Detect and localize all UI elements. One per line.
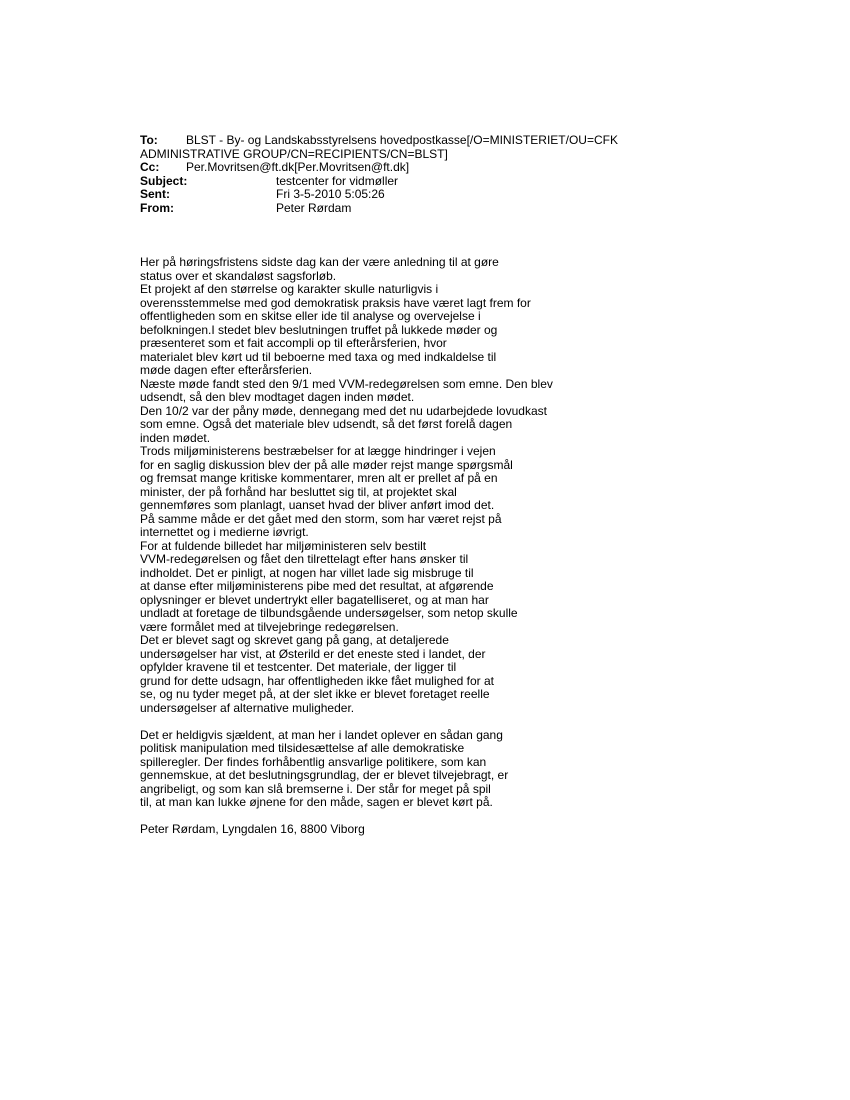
text-line: minister, der på forhånd har besluttet sig til, at projektet skal	[140, 484, 457, 499]
text-line: materialet blev kørt ud til beboerne med taxa og med indkaldelse til	[140, 349, 497, 364]
text-line: VVM-redegørelsen og fået den tilrettelagt efter hans ønsker til	[140, 552, 469, 566]
text-line: For at fuldende billedet har miljøministeren selv bestilt	[140, 538, 427, 553]
text-line: undersøgelser af alternative muligheder.	[140, 700, 355, 715]
sent-row	[140, 188, 760, 202]
text-line: gennemføres som planlagt, uanset hvad der bliver anført imod det.	[140, 498, 495, 512]
text-line: se, og nu tyder meget på, at der slet ikke er blevet foretaget reelle	[140, 687, 490, 701]
cc-row	[140, 161, 760, 175]
to-label: To:	[140, 133, 158, 147]
text-line: politisk manipulation med tilsidesættelse af alle demokratiske	[140, 741, 465, 755]
to-value-continued: ADMINISTRATIVE GROUP/CN=RECIPIENTS/CN=BLST]	[140, 146, 448, 161]
text-line: overensstemmelse med god demokratisk praksis have været lagt frem for	[140, 295, 531, 310]
email-header	[140, 134, 760, 215]
email-body	[140, 256, 760, 837]
cc-label: Cc:	[140, 160, 160, 174]
cc-value: Per.Movritsen@ft.dk[Per.Movritsen@ft.dk]	[186, 160, 410, 174]
sent-label: Sent:	[140, 187, 170, 201]
text-line: indholdet. Det er pinligt, at nogen har villet lade sig misbruge til	[140, 565, 474, 580]
text-line: angribeligt, og som kan slå bremserne i. Der står for meget på spil	[140, 781, 491, 796]
text-line: spilleregler. Der findes forhåbentlig ansvarlige politikere, som kan	[140, 754, 487, 769]
to-value: BLST - By- og Landskabsstyrelsens hovedpostkasse[/O=MINISTERIET/OU=CFK	[186, 133, 618, 147]
text-line: befolkningen.I stedet blev beslutningen truffet på lukkede møder og	[140, 322, 498, 337]
text-line: offentligheden som en skitse eller ide til analyse og overvejelse i	[140, 309, 481, 323]
text-line: gennemskue, at det beslutningsgrundlag, der er blevet tilvejebragt, er	[140, 768, 509, 782]
subject-value: testcenter for vidmøller	[276, 173, 399, 188]
text-line: Næste møde fandt sted den 9/1 med VVM-redegørelsen som emne. Den blev	[140, 376, 553, 391]
text-line: for en saglig diskussion blev der på alle møder rejst mange spørgsmål	[140, 457, 513, 472]
from-row	[140, 202, 760, 216]
text-line: inden mødet.	[140, 430, 211, 445]
text-line: som emne. Også det materiale blev udsendt, så det først forelå dagen	[140, 417, 513, 431]
text-line: opfylder kravene til et testcenter. Det materiale, der ligger til	[140, 660, 457, 674]
text-line: undladt at foretage de tilbundsgående undersøgelser, som netop skulle	[140, 606, 518, 620]
email-document	[140, 134, 760, 837]
subject-row	[140, 175, 760, 189]
text-line: Her på høringsfristens sidste dag kan der være anledning til at gøre	[140, 255, 499, 269]
to-row	[140, 134, 760, 148]
text-line: oplysninger er blevet undertrykt eller bagatelliseret, og at man har	[140, 592, 489, 607]
text-line: På samme måde er det gået med den storm, som har været rejst på	[140, 511, 502, 526]
text-line: Den 10/2 var der påny møde, dennegang med det nu udarbejdede lovudkast	[140, 403, 547, 418]
sent-value: Fri 3-5-2010 5:05:26	[276, 187, 385, 201]
text-line: og fremsat mange kritiske kommentarer, mren alt er prellet af på en	[140, 471, 498, 485]
text-line: Det er heldigvis sjældent, at man her i landet oplever en sådan gang	[140, 727, 503, 742]
to-row-continued	[140, 148, 760, 162]
text-line: møde dagen efter efterårsferien.	[140, 363, 313, 377]
signature: Peter Rørdam, Lyngdalen 16, 8800 Viborg	[140, 822, 365, 836]
from-label: From:	[140, 200, 174, 215]
text-line: grund for dette udsagn, har offentligheden ikke fået mulighed for at	[140, 673, 495, 688]
text-line: undersøgelser har vist, at Østerild er det eneste sted i landet, der	[140, 646, 486, 661]
text-line: til, at man kan lukke øjnene for den måde, sagen er blevet kørt på.	[140, 795, 493, 809]
text-line: Et projekt af den størrelse og karakter skulle naturligvis i	[140, 282, 439, 296]
text-line: at danse efter miljøministerens pibe med det resultat, at afgørende	[140, 579, 494, 593]
text-line: Trods miljøministerens bestræbelser for at lægge hindringer i vejen	[140, 444, 496, 458]
text-line: udsendt, så den blev modtaget dagen inden mødet.	[140, 390, 415, 404]
subject-label: Subject:	[140, 173, 188, 188]
text-line: præsenteret som et fait accompli op til efterårsferien, hvor	[140, 336, 447, 350]
text-line: Det er blevet sagt og skrevet gang på gang, at detaljerede	[140, 633, 449, 647]
body-paragraph-2	[140, 729, 760, 810]
text-line: status over et skandaløst sagsforløb.	[140, 268, 337, 283]
text-line: internettet og i medierne iøvrigt.	[140, 525, 309, 539]
from-value: Peter Rørdam	[276, 200, 352, 215]
text-line: være formålet med at tilvejebringe redegørelsen.	[140, 619, 399, 634]
body-paragraph-1	[140, 256, 760, 715]
